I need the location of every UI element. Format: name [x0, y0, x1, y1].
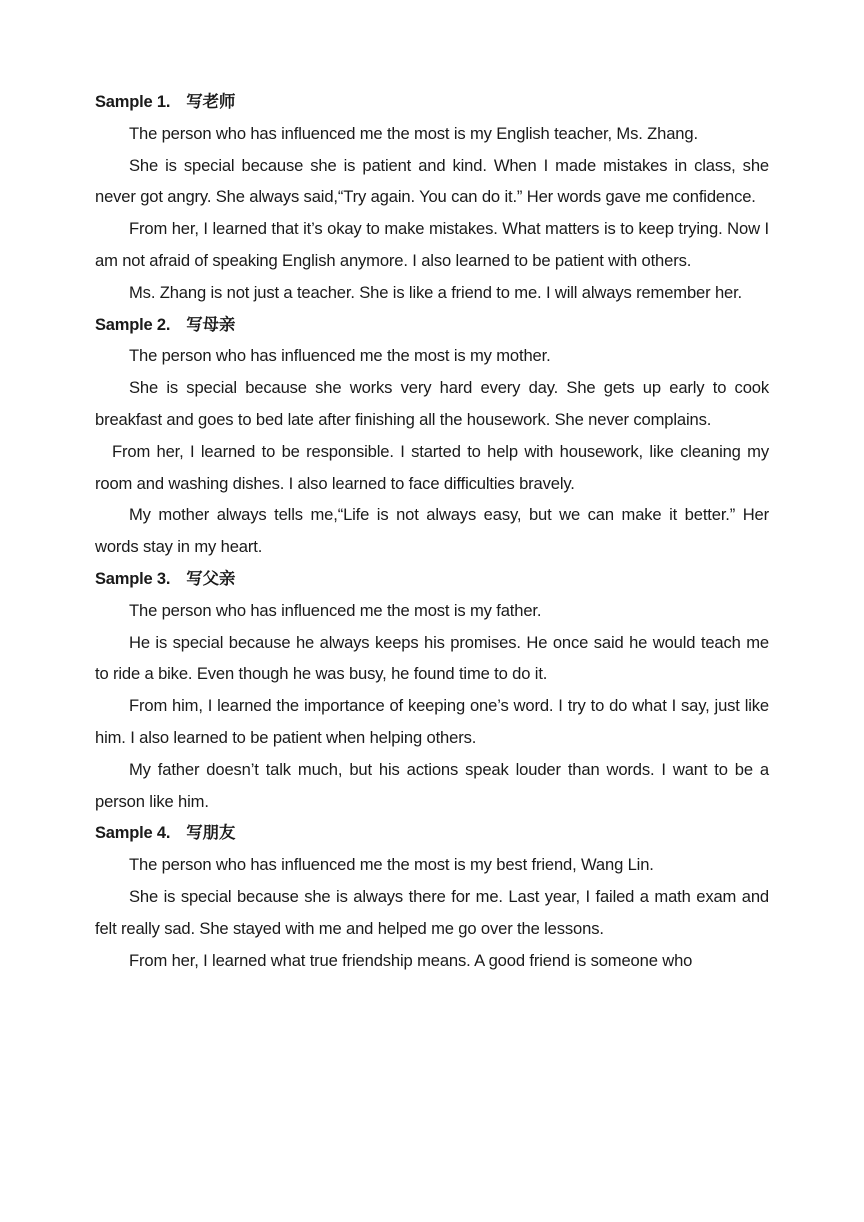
paragraph: She is special because she works very hard every day. She gets up early to cook breakfast and goes to bed late after finishing all the housework. She never complains. — [95, 378, 769, 429]
document-page — [95, 86, 769, 976]
sample-heading — [95, 817, 769, 849]
paragraph: The person who has influenced me the most is my father. — [129, 600, 542, 620]
paragraph: The person who has influenced me the most is my mother. — [129, 346, 551, 366]
paragraph: From her, I learned to be responsible. I started to help with housework, like cleaning my room and washing dishes. I also learned to face difficulties bravely. — [95, 441, 769, 493]
paragraph: She is special because she is always there for me. Last year, I failed a math exam and felt really sad. She stayed with me and helped me go over the lessons. — [95, 886, 769, 938]
paragraph: She is special because she is patient and kind. When I made mistakes in class, she never got angry. She always said,“Try again. You can do it.” Her words gave me confidence. — [95, 155, 769, 207]
sample-label: Sample 1. — [95, 93, 171, 111]
sample-title: 写朋友 — [186, 823, 236, 843]
sample-4 — [95, 817, 769, 976]
sample-title: 写父亲 — [186, 568, 236, 588]
sample-title: 写母亲 — [186, 314, 236, 334]
paragraph: The person who has influenced me the most is my English teacher, Ms. Zhang. — [129, 123, 698, 143]
sample-title: 写老师 — [186, 92, 236, 111]
sample-heading — [95, 309, 769, 341]
paragraph: My father doesn’t talk much, but his actions speak louder than words. I want to be a person like him. — [95, 759, 769, 811]
sample-heading — [95, 86, 769, 118]
paragraph: He is special because he always keeps his promises. He once said he would teach me to ride a bike. Even though he was busy, he found time to do it. — [95, 632, 769, 684]
paragraph: The person who has influenced me the most is my best friend, Wang Lin. — [129, 855, 654, 875]
paragraph: From him, I learned the importance of keeping one’s word. I try to do what I say, just like him. I also learned to be patient when helping others. — [95, 696, 769, 747]
paragraph: Ms. Zhang is not just a teacher. She is like a friend to me. I will always remember her. — [129, 282, 743, 302]
sample-label: Sample 4. — [95, 824, 171, 843]
paragraph: From her, I learned what true friendship means. A good friend is someone who — [129, 950, 693, 970]
sample-1 — [95, 86, 769, 309]
paragraph: From her, I learned that it’s okay to make mistakes. What matters is to keep trying. Now I am not afraid of speaking English anymore. I also learned to be patient with others. — [95, 219, 769, 270]
paragraph: My mother always tells me,“Life is not always easy, but we can make it better.” Her words stay in my heart. — [95, 505, 769, 557]
sample-heading — [95, 563, 769, 595]
sample-2 — [95, 309, 769, 563]
sample-3 — [95, 563, 769, 817]
sample-label: Sample 3. — [95, 569, 171, 588]
sample-label: Sample 2. — [95, 315, 171, 334]
